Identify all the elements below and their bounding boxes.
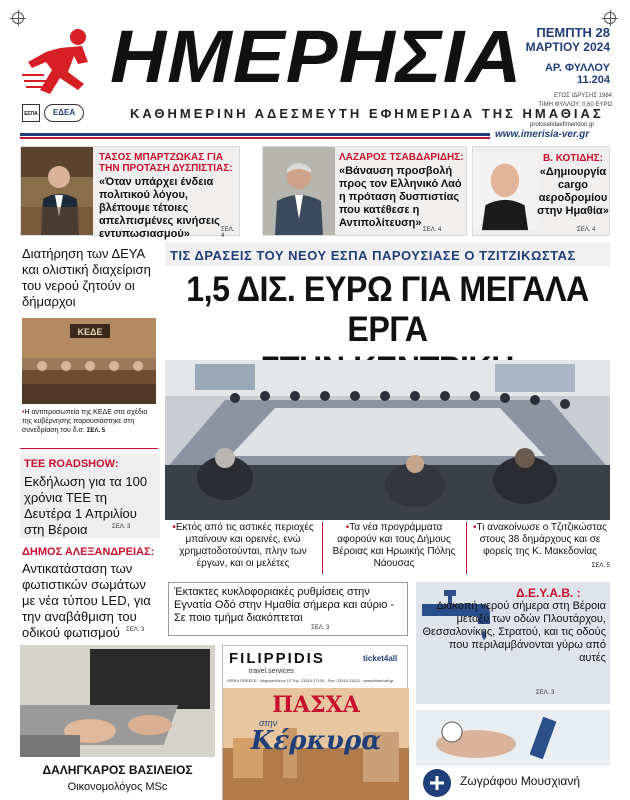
deya-headline[interactable]: Διατήρηση των ΔΕΥΑ και ολιστική διαχείριση του νερού ζητούν οι δήμαρχοι [22,246,151,309]
teaser-name: ΤΑΣΟΣ ΜΠΑΡΤΖΩΚΑΣ ΓΙΑ ΤΗΝ ΠΡΟΤΑΣΗ ΔΥΣΠΙΣΤΙΑΣ: [99,152,233,174]
kede-meeting-photo [22,318,156,404]
dimos-text[interactable]: Αντικατάσταση των φωτιστικών σωμάτων με νέα τύπου LED, για την αναβάθμιση του οδικού φωτισμού [22,561,151,640]
promo-destination: Κέρκυρα [250,726,382,756]
divider [20,133,490,136]
deyav-text: Διακοπή νερού σήμερα στη Βέροια μεταξύ των οδών Πλουτάρχου, Θεσσαλονίκης, Στρατού, και τις οδούς που περιλαμβάνονται γύρω από αυτές [422,600,606,664]
page-ref: ΣΕΛ. 4 [423,227,442,233]
travel-brand: FILIPPIDIS [229,650,325,667]
divider [20,137,490,139]
tee-label: ΤΕΕ ROADSHOW: [24,458,119,470]
issue-day: ΠΕΜΠΤΗ 28 [536,25,610,40]
doctor-logo-icon [422,768,452,798]
accountant-name: ΔΑΛΗΓΚΑΡΟΣ ΒΑΣΙΛΕΙΟΣ [42,763,193,777]
page-ref: ΣΕΛ. 3 [126,627,145,633]
travel-sub: travel.services [249,668,294,675]
kotidis-photo [473,147,537,235]
deyav-box[interactable] [416,582,610,704]
traffic-box[interactable] [168,582,408,636]
main-kicker: ΤΙΣ ΔΡΑΣΕΙΣ ΤΟΥ ΝΕΟΥ ΕΣΠΑ ΠΑΡΟΥΣΙΑΣΕ Ο ΤΖΙΤΖΙΚΩΣΤΑΣ [170,248,576,263]
main-bullet-3: •Τι ανακοίνωσε ο Τζιτζικώστας στους 38 δημάρχους και σε φορείς της Κ. Μακεδονίας ΣΕΛ. 5 [470,522,610,572]
website-link[interactable]: www.imerisia-ver.gr [495,129,590,140]
bullet-text: Εκτός από τις αστικές περιοχές μπαίνουν και ορεινές, ενώ χρηματοδοτούνται, πλην των έργων, και οι μελέτες [175,522,314,569]
issue-number: ΑΡ. ΦΥΛΛΟΥ 11.204 [544,62,610,86]
bartzokas-photo [21,147,93,235]
page-ref: ΣΕΛ. 5 [591,563,610,569]
promo-title: ΠΑΣΧΑ [272,692,360,718]
dimos-label: ΔΗΜΟΣ ΑΛΕΞΑΝΔΡΕΙΑΣ: [22,546,155,558]
source-url: protoselidaefimeridon.gr [530,122,595,128]
tagline: ΚΑΘΗΜΕΡΙΝΗ ΑΔΕΣΜΕΥΤΗ ΕΦΗΜΕΡΙΔΑ ΤΗΣ ΗΜΑΘΙΑΣ [130,106,604,121]
accountant-ad[interactable] [20,645,215,800]
teaser-kotidis[interactable] [472,146,610,236]
teaser-quote: «Δημιουργία cargo αεροδρομίου στην Ημαθία» [537,166,609,217]
bullet-text: Τι ανακοίνωσε ο Τζιτζικώστας στους 38 δημάρχους και σε φορείς της Κ. Μακεδονίας [476,522,607,557]
teaser-quote: «Όταν υπάρχει ένδεια πολιτικού λόγου, βλέπουμε τέτοιες απελπισμένες κινήσεις εντυπωσιασμού» [99,176,220,240]
kede-sign: ΚΕΔΕ [77,327,103,337]
bullet-text: Τα νέα προγράμματα αφορούν και τους Δήμους Βέροιας και Ηρωικής Πόλης Νάουσας [332,522,456,569]
espa-badge: ΕΣΠΑ [22,104,40,122]
edea-badge: ΕΔΕΑ [44,104,84,122]
teaser-quote: «Βάναυση προσβολή προς τον Ελληνικό Λαό η πρόταση δυσπιστίας που κατέθεσε η Αντιπολίτευση» [339,165,462,229]
issue-date [520,26,610,54]
doctor-name: Ζωγράφου Μουσχιανή [460,774,581,788]
teaser-name: Β. ΚΟΤΙΔΗΣ: [543,153,603,164]
doctor-ad[interactable] [416,710,610,800]
traffic-text: Έκτακτες κυκλοφοριακές ρυθμίσεις στην Εγνατία Οδό στην Ημαθία σήμερα και αύριο - Σε ποιο τμήμα διακόπτεται [174,586,395,624]
main-bullet-1: •Εκτός από τις αστικές περιοχές μπαίνουν και ορεινές, ενώ χρηματοδοτούνται, πλην των έργων, και οι μελέτες [172,522,314,569]
page-ref: ΣΕΛ. 5 [86,428,106,434]
teaser-bartzokas[interactable] [20,146,240,240]
divider [20,448,158,449]
travel-ad[interactable] [222,645,408,800]
page-ref: ΣΕΛ. 3 [311,625,330,631]
promo-sub: στην [259,718,278,728]
espa-meeting-photo [165,360,610,520]
registration-mark [12,12,24,24]
teaser-name: ΛΑΖΑΡΟΣ ΤΣΑΒΔΑΡΙΔΗΣ: [339,152,464,163]
price: ΤΙΜΗ ΦΥΛΛΟΥ: 0,60 ΕΥΡΩ [538,102,612,108]
page-ref: ΣΕΛ. 3 [112,524,131,530]
deyav-label: Δ.Ε.Υ.Α.Β. : [516,586,581,600]
accountant-title: Οικονομολόγος MSc [67,781,168,793]
issue-month-year: ΜΑΡΤΙΟΥ 2024 [525,40,610,54]
travel-address: VERIA GREECE - Μητροπόλεως 12 Τηλ: 23310 27120 - Fax: 23310 23122 - www.ticket4all.gr [227,678,394,683]
ticket-logo: ticket4all [363,654,398,663]
main-bullet-2: •Τα νέα προγράμματα αφορούν και τους Δήμους Βέροιας και Ηρωικής Πόλης Νάουσας [332,522,456,569]
page-ref: ΣΕΛ. 4 [221,227,235,239]
runner-logo-icon [22,28,100,100]
page-ref: ΣΕΛ. 3 [536,690,555,696]
headline-line-1: 1,5 ΔΙΣ. ΕΥΡΩ ΓΙΑ ΜΕΓΑΛΑ ΕΡΓΑ [186,270,589,349]
page-ref: ΣΕΛ. 4 [577,227,596,233]
tee-text: Εκδήλωση για τα 100 χρόνια ΤΕΕ τη Δευτέρα 1 Απριλίου στη Βέροια [24,474,148,537]
laptop-photo [20,645,215,757]
registration-mark [604,12,616,24]
founded-year: ΕΤΟΣ ΙΔΡΥΣΗΣ 1984 [553,93,612,99]
kede-caption-text: Η αντιπροσωπεία της ΚΕΔΕ στα σχέδια της κυβέρνησης παρουσιάστηκε στη συνεδρίαση του δ.σ. [22,409,148,434]
tee-roadshow-box[interactable] [20,454,160,538]
divider [322,522,323,574]
divider [466,522,467,574]
kede-caption: •Η αντιπροσωπεία της ΚΕΔΕ στα σχέδια της κυβέρνησης παρουσιάστηκε στη συνεδρίαση του δ.σ. ΣΕΛ. 5 [22,409,148,434]
masthead-title: ΗΜΕΡΗΣΙΑ [110,15,523,98]
tsavdaridis-photo [263,147,335,235]
teaser-tsavdaridis[interactable] [262,146,467,236]
medical-photo [416,710,610,766]
